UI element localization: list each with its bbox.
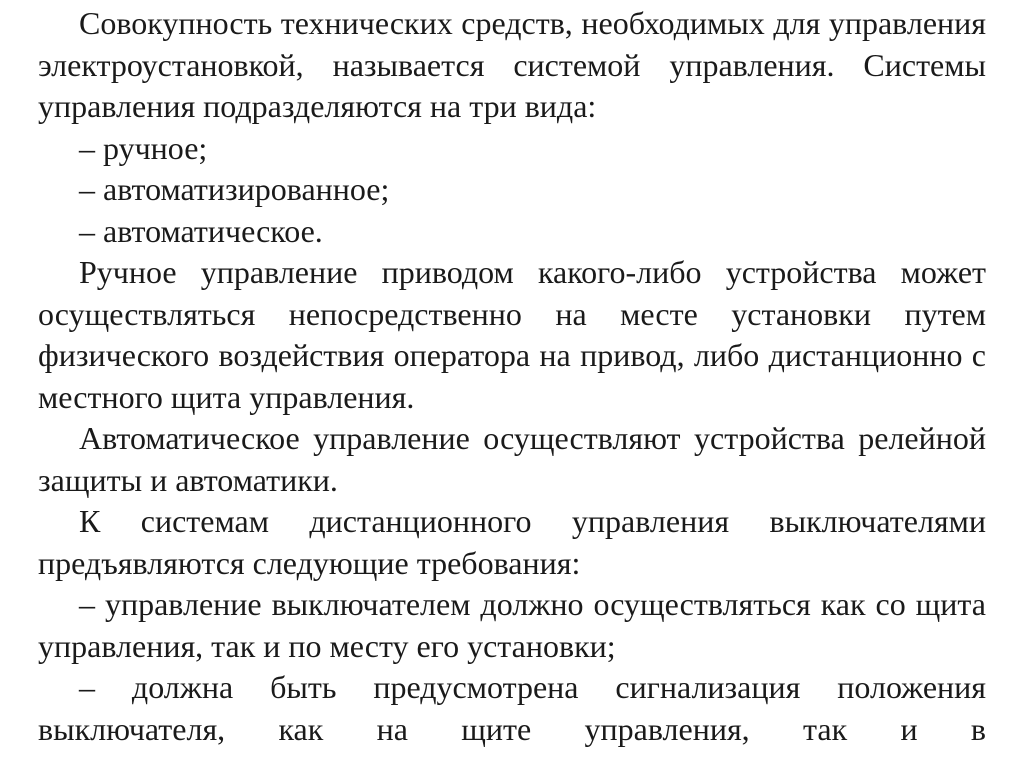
list-item-requirement-control-location: – управление выключателем должно осуществляться как со щита управления, так и по месту его установки; [38, 586, 986, 664]
list-item-requirement-signaling: – должна быть предусмотрена сигнализация положения выключателя, как на щите управления, так и в [38, 669, 986, 747]
paragraph-manual-control: Ручное управление приводом какого-либо устройства может осуществляться непосредственно на месте установки путем физического воздействия оператора на привод, либо дистанционно с местного щита управления. [38, 254, 986, 415]
paragraph-control-system-definition: Совокупность технических средств, необходимых для управления электроустановкой, называется системой управления. Системы управления подразделяются на три вида: [38, 5, 986, 124]
paragraph-automatic-control: Автоматическое управление осуществляют устройства релейной защиты и автоматики. [38, 420, 986, 498]
paragraph-remote-control-requirements: К системам дистанционного управления выключателями предъявляются следующие требования: [38, 503, 986, 581]
list-item-automatic: – автоматическое. [79, 212, 323, 249]
list-item-automated: – автоматизированное; [79, 171, 390, 207]
list-item-manual: – ручное; [79, 129, 208, 166]
